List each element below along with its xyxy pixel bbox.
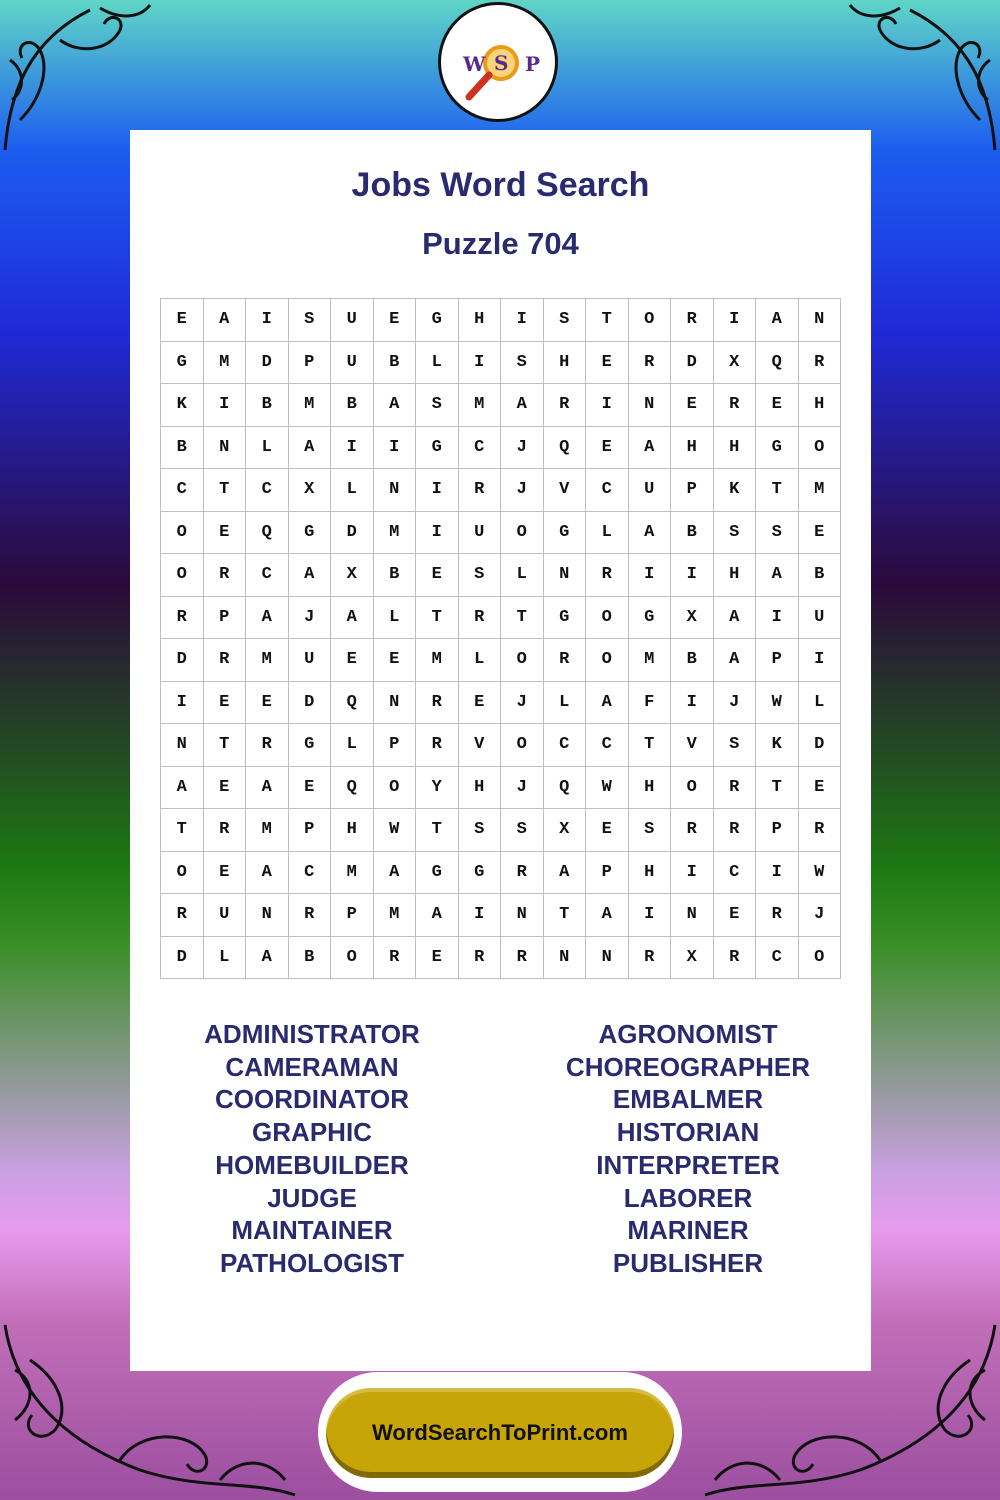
grid-cell[interactable]: H: [714, 554, 757, 597]
word-item: AGRONOMIST: [598, 1019, 778, 1049]
grid-cell[interactable]: R: [799, 342, 842, 385]
grid-cell[interactable]: V: [459, 724, 502, 767]
word-item: ADMINISTRATOR: [204, 1019, 420, 1049]
logo-letter-p: P: [525, 52, 541, 76]
grid-cell[interactable]: I: [161, 682, 204, 725]
grid-cell[interactable]: H: [459, 767, 502, 810]
grid-cell[interactable]: E: [671, 384, 714, 427]
word-item: GRAPHIC: [252, 1117, 372, 1148]
grid-cell[interactable]: B: [161, 427, 204, 470]
grid-cell[interactable]: H: [331, 809, 374, 852]
grid-cell[interactable]: E: [459, 682, 502, 725]
grid-cell[interactable]: V: [544, 469, 587, 512]
grid-cell[interactable]: W: [374, 809, 417, 852]
grid-cell[interactable]: L: [331, 469, 374, 512]
grid-cell[interactable]: C: [586, 469, 629, 512]
grid-cell[interactable]: S: [289, 299, 332, 342]
grid-cell[interactable]: U: [459, 512, 502, 555]
grid-cell[interactable]: A: [374, 852, 417, 895]
grid-cell[interactable]: N: [501, 894, 544, 937]
puzzle-number: Puzzle 704: [422, 226, 579, 261]
grid-cell[interactable]: D: [161, 937, 204, 980]
grid-cell[interactable]: G: [629, 597, 672, 640]
grid-cell[interactable]: A: [544, 852, 587, 895]
grid-cell[interactable]: R: [671, 809, 714, 852]
grid-cell[interactable]: B: [671, 639, 714, 682]
grid-cell[interactable]: I: [671, 682, 714, 725]
grid-cell[interactable]: A: [289, 554, 332, 597]
grid-cell[interactable]: B: [289, 937, 332, 980]
grid-cell[interactable]: R: [501, 937, 544, 980]
grid-cell[interactable]: O: [586, 597, 629, 640]
grid-cell[interactable]: I: [459, 894, 502, 937]
puzzle-card: [130, 130, 871, 1371]
grid-cell[interactable]: R: [459, 937, 502, 980]
grid-cell[interactable]: R: [289, 894, 332, 937]
word-list-left: [152, 1018, 472, 1280]
grid-cell[interactable]: O: [501, 724, 544, 767]
grid-cell[interactable]: E: [714, 894, 757, 937]
grid-cell[interactable]: V: [671, 724, 714, 767]
grid-cell[interactable]: N: [246, 894, 289, 937]
grid-cell[interactable]: A: [586, 682, 629, 725]
grid-cell[interactable]: A: [629, 427, 672, 470]
word-item: HISTORIAN: [616, 1117, 760, 1148]
grid-cell[interactable]: O: [161, 554, 204, 597]
grid-cell[interactable]: L: [246, 427, 289, 470]
grid-cell[interactable]: H: [459, 299, 502, 342]
grid-cell[interactable]: J: [501, 767, 544, 810]
magnifier-icon: [441, 5, 555, 119]
grid-cell[interactable]: I: [331, 427, 374, 470]
grid-cell[interactable]: Q: [544, 427, 587, 470]
grid-cell[interactable]: R: [374, 937, 417, 980]
grid-cell[interactable]: S: [416, 384, 459, 427]
grid-cell[interactable]: I: [459, 342, 502, 385]
grid-cell[interactable]: P: [756, 639, 799, 682]
site-logo[interactable]: [438, 2, 558, 122]
grid-cell[interactable]: E: [161, 299, 204, 342]
grid-cell[interactable]: N: [544, 554, 587, 597]
grid-cell[interactable]: E: [799, 767, 842, 810]
grid-cell[interactable]: I: [629, 894, 672, 937]
grid-cell[interactable]: G: [459, 852, 502, 895]
grid-cell[interactable]: R: [501, 852, 544, 895]
grid-cell[interactable]: U: [289, 639, 332, 682]
grid-cell[interactable]: T: [756, 767, 799, 810]
grid-cell[interactable]: I: [714, 299, 757, 342]
grid-cell[interactable]: P: [756, 809, 799, 852]
grid-cell[interactable]: R: [204, 639, 247, 682]
grid-cell[interactable]: R: [629, 937, 672, 980]
grid-cell[interactable]: J: [714, 682, 757, 725]
grid-cell[interactable]: M: [459, 384, 502, 427]
grid-cell[interactable]: E: [799, 512, 842, 555]
grid-cell[interactable]: C: [544, 724, 587, 767]
grid-cell[interactable]: T: [586, 299, 629, 342]
grid-cell[interactable]: L: [501, 554, 544, 597]
word-item: JUDGE: [267, 1182, 357, 1213]
grid-cell[interactable]: U: [799, 597, 842, 640]
grid-cell[interactable]: X: [289, 469, 332, 512]
grid-cell[interactable]: R: [544, 384, 587, 427]
grid-cell[interactable]: W: [756, 682, 799, 725]
site-link-label: WordSearchToPrint.com: [372, 1420, 628, 1445]
word-item: PUBLISHER: [612, 1247, 764, 1278]
grid-cell[interactable]: R: [629, 342, 672, 385]
grid-cell[interactable]: R: [714, 937, 757, 980]
grid-cell[interactable]: J: [501, 682, 544, 725]
grid-cell[interactable]: M: [374, 894, 417, 937]
grid-cell[interactable]: S: [544, 299, 587, 342]
grid-cell[interactable]: L: [204, 937, 247, 980]
grid-cell[interactable]: I: [416, 512, 459, 555]
grid-cell[interactable]: I: [756, 597, 799, 640]
grid-cell[interactable]: R: [714, 767, 757, 810]
grid-cell[interactable]: K: [714, 469, 757, 512]
grid-cell[interactable]: M: [246, 809, 289, 852]
grid-cell[interactable]: E: [204, 852, 247, 895]
grid-cell[interactable]: M: [331, 852, 374, 895]
grid-cell[interactable]: H: [671, 427, 714, 470]
grid-cell[interactable]: R: [416, 682, 459, 725]
word-item: INTERPRETER: [596, 1149, 780, 1180]
grid-cell[interactable]: M: [416, 639, 459, 682]
grid-cell[interactable]: H: [544, 342, 587, 385]
grid-cell[interactable]: A: [756, 554, 799, 597]
grid-cell[interactable]: E: [331, 639, 374, 682]
logo-letter-w: W: [463, 52, 486, 76]
grid-cell[interactable]: S: [501, 342, 544, 385]
grid-cell[interactable]: O: [586, 639, 629, 682]
word-item: LABORER: [623, 1182, 753, 1213]
grid-cell[interactable]: A: [756, 299, 799, 342]
grid-cell[interactable]: A: [586, 894, 629, 937]
word-item: MAINTAINER: [231, 1215, 393, 1246]
grid-cell[interactable]: E: [374, 639, 417, 682]
grid-cell[interactable]: N: [374, 682, 417, 725]
grid-cell[interactable]: T: [501, 597, 544, 640]
grid-cell[interactable]: X: [544, 809, 587, 852]
grid-cell[interactable]: Q: [544, 767, 587, 810]
grid-cell[interactable]: A: [246, 937, 289, 980]
grid-cell[interactable]: E: [204, 682, 247, 725]
grid-cell[interactable]: A: [374, 384, 417, 427]
grid-cell[interactable]: R: [671, 299, 714, 342]
site-link-button[interactable]: [326, 1388, 674, 1478]
grid-cell[interactable]: C: [586, 724, 629, 767]
grid-cell[interactable]: M: [799, 469, 842, 512]
grid-cell[interactable]: M: [204, 342, 247, 385]
grid-cell[interactable]: G: [756, 427, 799, 470]
grid-cell[interactable]: N: [374, 469, 417, 512]
grid-cell[interactable]: U: [629, 469, 672, 512]
grid-cell[interactable]: R: [161, 597, 204, 640]
grid-cell[interactable]: O: [799, 427, 842, 470]
grid-cell[interactable]: G: [544, 512, 587, 555]
grid-cell[interactable]: Q: [331, 767, 374, 810]
word-item: PATHOLOGIST: [220, 1247, 404, 1278]
grid-cell[interactable]: K: [756, 724, 799, 767]
grid-cell[interactable]: P: [204, 597, 247, 640]
grid-cell[interactable]: B: [374, 554, 417, 597]
grid-cell[interactable]: J: [289, 597, 332, 640]
grid-cell[interactable]: R: [204, 554, 247, 597]
grid-cell[interactable]: J: [501, 469, 544, 512]
grid-cell[interactable]: I: [799, 639, 842, 682]
word-item: CAMERAMAN: [225, 1051, 399, 1082]
word-item: CHOREOGRAPHER: [565, 1051, 811, 1082]
grid-cell[interactable]: E: [204, 767, 247, 810]
grid-cell[interactable]: F: [629, 682, 672, 725]
grid-cell[interactable]: Q: [331, 682, 374, 725]
grid-cell[interactable]: H: [714, 427, 757, 470]
grid-cell[interactable]: K: [161, 384, 204, 427]
grid-cell[interactable]: N: [629, 384, 672, 427]
grid-cell[interactable]: P: [331, 894, 374, 937]
grid-cell[interactable]: R: [459, 597, 502, 640]
grid-cell[interactable]: I: [629, 554, 672, 597]
grid-cell[interactable]: N: [671, 894, 714, 937]
grid-cell[interactable]: I: [586, 384, 629, 427]
grid-cell[interactable]: U: [331, 299, 374, 342]
grid-cell[interactable]: O: [161, 852, 204, 895]
grid-cell[interactable]: X: [671, 937, 714, 980]
grid-cell[interactable]: C: [161, 469, 204, 512]
grid-cell[interactable]: J: [501, 427, 544, 470]
grid-cell[interactable]: E: [586, 427, 629, 470]
grid-cell[interactable]: P: [671, 469, 714, 512]
grid-cell[interactable]: I: [246, 299, 289, 342]
grid-cell[interactable]: M: [374, 512, 417, 555]
grid-cell[interactable]: L: [544, 682, 587, 725]
grid-cell[interactable]: N: [204, 427, 247, 470]
grid-cell[interactable]: M: [289, 384, 332, 427]
word-item: HOMEBUILDER: [215, 1149, 409, 1180]
grid-cell[interactable]: J: [799, 894, 842, 937]
grid-cell[interactable]: T: [629, 724, 672, 767]
grid-cell[interactable]: I: [416, 469, 459, 512]
grid-cell[interactable]: I: [756, 852, 799, 895]
grid-cell[interactable]: O: [799, 937, 842, 980]
grid-cell[interactable]: T: [204, 724, 247, 767]
grid-cell[interactable]: E: [374, 299, 417, 342]
grid-cell[interactable]: I: [671, 852, 714, 895]
grid-cell[interactable]: L: [374, 597, 417, 640]
grid-cell[interactable]: U: [204, 894, 247, 937]
grid-cell[interactable]: R: [586, 554, 629, 597]
grid-cell[interactable]: S: [501, 809, 544, 852]
grid-cell[interactable]: C: [756, 937, 799, 980]
grid-cell[interactable]: L: [799, 682, 842, 725]
grid-cell[interactable]: E: [416, 554, 459, 597]
grid-cell[interactable]: I: [374, 427, 417, 470]
word-list-right: [528, 1018, 848, 1280]
grid-cell[interactable]: D: [161, 639, 204, 682]
grid-cell[interactable]: H: [799, 384, 842, 427]
word-item: COORDINATOR: [214, 1084, 410, 1115]
grid-cell[interactable]: A: [246, 597, 289, 640]
grid-cell[interactable]: G: [416, 299, 459, 342]
grid-cell[interactable]: T: [544, 894, 587, 937]
grid-cell[interactable]: G: [416, 427, 459, 470]
grid-cell[interactable]: X: [331, 554, 374, 597]
grid-cell[interactable]: P: [586, 852, 629, 895]
word-item: EMBALMER: [612, 1084, 764, 1115]
grid-cell[interactable]: A: [331, 597, 374, 640]
grid-cell[interactable]: R: [756, 894, 799, 937]
grid-cell[interactable]: E: [416, 937, 459, 980]
grid-cell[interactable]: L: [459, 639, 502, 682]
grid-cell[interactable]: P: [374, 724, 417, 767]
grid-cell[interactable]: A: [629, 512, 672, 555]
grid-cell[interactable]: C: [289, 852, 332, 895]
grid-cell[interactable]: S: [714, 724, 757, 767]
grid-cell[interactable]: A: [714, 639, 757, 682]
grid-cell[interactable]: D: [799, 724, 842, 767]
grid-cell[interactable]: N: [161, 724, 204, 767]
grid-cell[interactable]: E: [204, 512, 247, 555]
grid-cell[interactable]: N: [799, 299, 842, 342]
grid-cell[interactable]: E: [289, 767, 332, 810]
grid-cell[interactable]: A: [204, 299, 247, 342]
grid-cell[interactable]: R: [204, 809, 247, 852]
grid-cell[interactable]: M: [246, 639, 289, 682]
grid-cell[interactable]: X: [714, 342, 757, 385]
grid-cell[interactable]: Q: [246, 512, 289, 555]
grid-cell[interactable]: O: [501, 512, 544, 555]
footer-badge: [318, 1372, 682, 1492]
grid-cell[interactable]: C: [246, 469, 289, 512]
grid-cell[interactable]: T: [416, 809, 459, 852]
grid-cell[interactable]: E: [756, 384, 799, 427]
grid-cell[interactable]: A: [246, 767, 289, 810]
grid-cell[interactable]: T: [161, 809, 204, 852]
grid-cell[interactable]: S: [459, 554, 502, 597]
grid-cell[interactable]: U: [331, 342, 374, 385]
grid-cell[interactable]: H: [629, 852, 672, 895]
grid-cell[interactable]: B: [671, 512, 714, 555]
grid-cell[interactable]: C: [459, 427, 502, 470]
grid-cell[interactable]: D: [289, 682, 332, 725]
page-title: Jobs Word Search: [351, 166, 650, 204]
grid-cell[interactable]: W: [799, 852, 842, 895]
logo-letter-s: S: [494, 51, 509, 75]
grid-cell[interactable]: D: [331, 512, 374, 555]
grid-cell[interactable]: W: [586, 767, 629, 810]
grid-cell[interactable]: N: [544, 937, 587, 980]
grid-cell[interactable]: Y: [416, 767, 459, 810]
grid-cell[interactable]: A: [501, 384, 544, 427]
letter-grid[interactable]: [160, 298, 841, 979]
grid-cell[interactable]: R: [714, 809, 757, 852]
grid-cell[interactable]: E: [246, 682, 289, 725]
grid-cell[interactable]: G: [289, 724, 332, 767]
grid-cell[interactable]: B: [374, 342, 417, 385]
grid-cell[interactable]: O: [161, 512, 204, 555]
grid-cell[interactable]: P: [289, 809, 332, 852]
grid-cell[interactable]: B: [799, 554, 842, 597]
grid-cell[interactable]: B: [331, 384, 374, 427]
grid-cell[interactable]: C: [714, 852, 757, 895]
grid-cell[interactable]: R: [799, 809, 842, 852]
grid-cell[interactable]: G: [416, 852, 459, 895]
grid-cell[interactable]: A: [289, 427, 332, 470]
grid-cell[interactable]: E: [586, 342, 629, 385]
grid-cell[interactable]: N: [586, 937, 629, 980]
grid-cell[interactable]: T: [756, 469, 799, 512]
grid-cell[interactable]: O: [331, 937, 374, 980]
grid-cell[interactable]: A: [416, 894, 459, 937]
word-item: MARINER: [627, 1215, 749, 1246]
grid-cell[interactable]: D: [246, 342, 289, 385]
grid-cell[interactable]: R: [459, 469, 502, 512]
grid-cell[interactable]: L: [331, 724, 374, 767]
grid-cell[interactable]: Q: [756, 342, 799, 385]
grid-cell[interactable]: T: [204, 469, 247, 512]
grid-cell[interactable]: P: [289, 342, 332, 385]
grid-cell[interactable]: A: [714, 597, 757, 640]
grid-cell[interactable]: O: [629, 299, 672, 342]
grid-cell[interactable]: G: [161, 342, 204, 385]
grid-cell[interactable]: H: [629, 767, 672, 810]
grid-cell[interactable]: A: [161, 767, 204, 810]
grid-cell[interactable]: M: [629, 639, 672, 682]
grid-cell[interactable]: B: [246, 384, 289, 427]
grid-cell[interactable]: S: [756, 512, 799, 555]
grid-cell[interactable]: R: [161, 894, 204, 937]
grid-cell[interactable]: S: [459, 809, 502, 852]
grid-cell[interactable]: T: [416, 597, 459, 640]
grid-cell[interactable]: I: [204, 384, 247, 427]
grid-cell[interactable]: S: [714, 512, 757, 555]
grid-cell[interactable]: D: [671, 342, 714, 385]
grid-cell[interactable]: R: [714, 384, 757, 427]
grid-cell[interactable]: G: [544, 597, 587, 640]
grid-cell[interactable]: I: [671, 554, 714, 597]
grid-cell[interactable]: G: [289, 512, 332, 555]
grid-cell[interactable]: R: [246, 724, 289, 767]
grid-cell[interactable]: O: [671, 767, 714, 810]
grid-cell[interactable]: R: [544, 639, 587, 682]
grid-cell[interactable]: O: [374, 767, 417, 810]
grid-cell[interactable]: R: [416, 724, 459, 767]
grid-cell[interactable]: A: [246, 852, 289, 895]
grid-cell[interactable]: I: [501, 299, 544, 342]
grid-cell[interactable]: C: [246, 554, 289, 597]
grid-cell[interactable]: S: [629, 809, 672, 852]
grid-cell[interactable]: X: [671, 597, 714, 640]
grid-cell[interactable]: L: [586, 512, 629, 555]
grid-cell[interactable]: L: [416, 342, 459, 385]
grid-cell[interactable]: E: [586, 809, 629, 852]
grid-cell[interactable]: O: [501, 639, 544, 682]
